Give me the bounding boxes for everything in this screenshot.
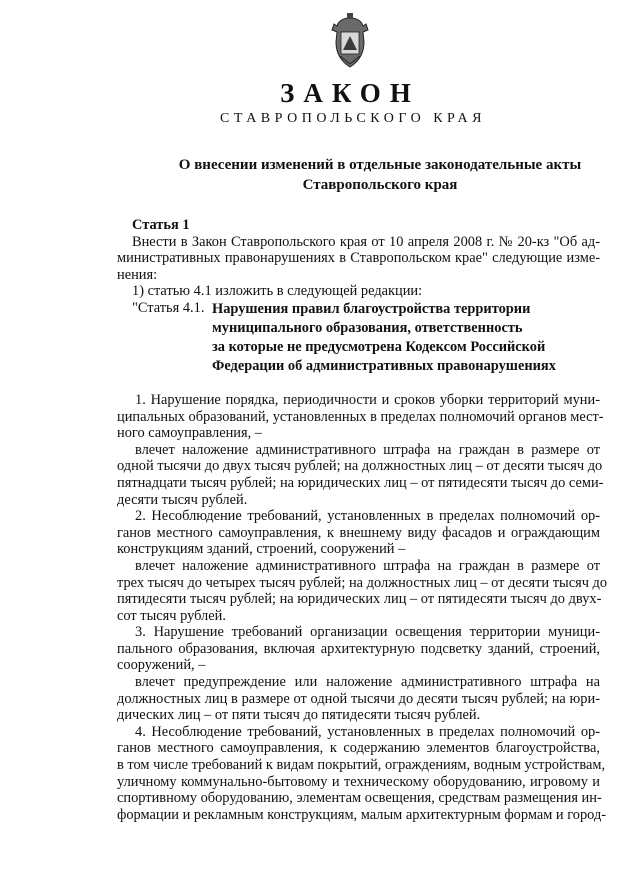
paragraph — [117, 441, 604, 508]
paragraph — [117, 557, 608, 624]
item-line: 1) статью 4.1 изложить в следующей редакции: — [132, 283, 423, 300]
text-line: нения: — [117, 266, 158, 283]
text-line: ганов местного самоуправления, к содержанию элементов благоустройства, — [117, 740, 600, 757]
text-line: дических лиц – от пяти тысяч до пятидесяти тысяч рублей. — [117, 707, 481, 724]
heading-line: Ставропольского края — [302, 177, 458, 193]
section-title-line: за которые не предусмотрена Кодексом Российской — [212, 338, 546, 355]
text-line: спортивному оборудованию, элементам освещения, средствам размещения ин- — [117, 790, 602, 807]
text-line: сот тысяч рублей. — [117, 607, 226, 624]
text-line: влечет наложение административного штрафа на граждан в размере от — [135, 557, 600, 574]
text-line: ципальных образований, установленных в пределах полномочий органов мест- — [117, 408, 604, 425]
section-number: "Статья 4.1. — [132, 299, 205, 316]
text-line: влечет предупреждение или наложение административного штрафа на — [135, 674, 600, 691]
text-line: в том числе требований к видам покрытий, ограждениям, водным устройствам, — [117, 757, 606, 774]
heading-line: О внесении изменений в отдельные законодательные акты — [178, 157, 582, 173]
text-line: ного самоуправления, – — [117, 425, 263, 442]
text-line: 1. Нарушение порядка, периодичности и сроков уборки территорий муни- — [135, 391, 600, 408]
text-line: 4. Несоблюдение требований, установленных в пределах полномочий ор- — [135, 723, 600, 740]
text-line: должностных лиц в размере от одной тысячи до десяти тысяч рублей; на юри- — [117, 690, 600, 707]
law-title: ЗАКОН — [280, 78, 420, 108]
text-line: Внести в Закон Ставропольского края от 10 апреля 2008 г. № 20-кз "Об ад- — [132, 233, 600, 250]
text-line: уличному коммунально-бытовому и техническому оборудованию, игровому и — [117, 773, 600, 790]
section-title-line: муниципального образования, ответственность — [212, 319, 523, 336]
text-line: одной тысячи до двух тысяч рублей; на должностных лиц – от десяти тысяч до — [117, 458, 603, 475]
law-body — [117, 217, 608, 823]
paragraph — [117, 508, 600, 558]
section-header — [117, 300, 600, 376]
text-line: трех тысяч до четырех тысяч рублей; на должностных лиц – от десяти тысяч до — [117, 574, 608, 591]
text-line: формации и рекламным конструкциям, малым архитектурным формам и город- — [117, 806, 607, 823]
article-intro — [117, 234, 600, 284]
text-line: сооружений, – — [117, 657, 206, 674]
text-line: конструкциям зданий, строений, сооружений – — [117, 541, 406, 558]
section-title — [212, 300, 556, 376]
section-title-line: Нарушения правил благоустройства территории — [212, 300, 531, 317]
text-line: пятнадцати тысяч рублей; на юридических лиц – от пятидесяти тысяч до семи- — [117, 474, 604, 491]
paragraph — [117, 674, 600, 724]
paragraph — [117, 723, 607, 824]
law-subtitle: СТАВРОПОЛЬСКОГО КРАЯ — [220, 111, 486, 126]
text-line: влечет наложение административного штрафа на граждан в размере от — [135, 441, 600, 458]
paragraphs — [117, 391, 608, 823]
paragraph — [117, 391, 604, 442]
text-line: пального образования, включая архитектурную подсветку зданий, строений, — [117, 640, 600, 657]
law-heading — [150, 155, 610, 195]
text-line: пятидесяти тысяч рублей; на юридических лиц – от пятидесяти тысяч до двух- — [117, 591, 602, 608]
text-line: министративных правонарушениях в Ставропольском крае" следующие изме- — [117, 250, 600, 267]
text-line: десяти тысяч рублей. — [117, 491, 248, 508]
coat-of-arms-icon — [328, 12, 372, 70]
paragraph — [117, 624, 600, 674]
text-line: 3. Нарушение требований организации освещения территории муници- — [135, 624, 600, 641]
text-line: 2. Несоблюдение требований, установленных в пределах полномочий ор- — [135, 508, 600, 525]
section-title-line: Федерации об административных правонарушениях — [212, 357, 556, 374]
article-label: Статья 1 — [132, 217, 190, 233]
text-line: ганов местного самоуправления, к внешнему виду фасадов и ограждающим — [117, 524, 600, 541]
